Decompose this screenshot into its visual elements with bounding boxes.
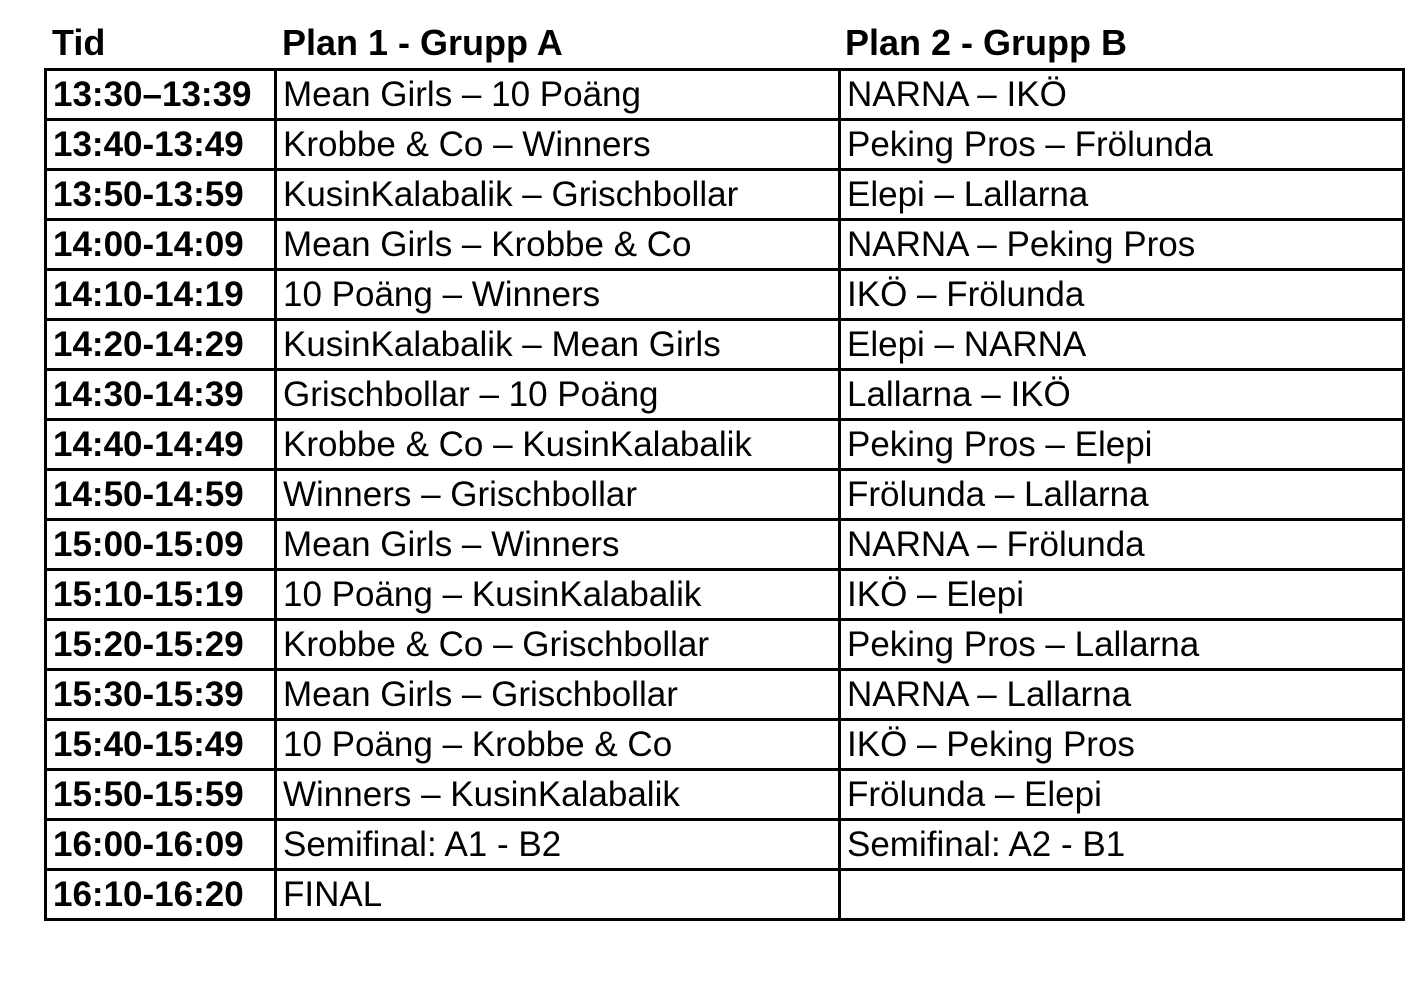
time-cell: 13:30–13:39 xyxy=(46,70,276,120)
plan1-cell: 10 Poäng – KusinKalabalik xyxy=(276,570,840,620)
plan1-cell: 10 Poäng – Krobbe & Co xyxy=(276,720,840,770)
plan2-cell: IKÖ – Elepi xyxy=(840,570,1404,620)
table-row xyxy=(46,570,1404,620)
time-cell: 15:20-15:29 xyxy=(46,620,276,670)
table-header xyxy=(0,18,1426,68)
plan2-cell: NARNA – Peking Pros xyxy=(840,220,1404,270)
time-cell: 14:30-14:39 xyxy=(46,370,276,420)
table-row xyxy=(46,420,1404,470)
plan2-cell: Elepi – Lallarna xyxy=(840,170,1404,220)
table-row xyxy=(46,720,1404,770)
plan2-cell: IKÖ – Frölunda xyxy=(840,270,1404,320)
time-cell: 14:20-14:29 xyxy=(46,320,276,370)
plan1-cell: KusinKalabalik – Mean Girls xyxy=(276,320,840,370)
plan1-cell: Winners – Grischbollar xyxy=(276,470,840,520)
plan2-cell: Peking Pros – Elepi xyxy=(840,420,1404,470)
plan1-cell: Mean Girls – Grischbollar xyxy=(276,670,840,720)
plan2-cell: Lallarna – IKÖ xyxy=(840,370,1404,420)
table-row xyxy=(46,670,1404,720)
time-cell: 13:50-13:59 xyxy=(46,170,276,220)
table-row xyxy=(46,820,1404,870)
plan2-cell: Peking Pros – Lallarna xyxy=(840,620,1404,670)
plan2-cell: NARNA – Frölunda xyxy=(840,520,1404,570)
table-row xyxy=(46,620,1404,670)
time-cell: 14:00-14:09 xyxy=(46,220,276,270)
table-row xyxy=(46,170,1404,220)
table-row xyxy=(46,320,1404,370)
plan2-cell: NARNA – Lallarna xyxy=(840,670,1404,720)
time-cell: 16:00-16:09 xyxy=(46,820,276,870)
plan2-cell: Frölunda – Elepi xyxy=(840,770,1404,820)
table-row xyxy=(46,870,1404,920)
plan1-cell: Krobbe & Co – KusinKalabalik xyxy=(276,420,840,470)
time-cell: 15:10-15:19 xyxy=(46,570,276,620)
plan2-cell: Frölunda – Lallarna xyxy=(840,470,1404,520)
time-cell: 14:10-14:19 xyxy=(46,270,276,320)
table-row xyxy=(46,370,1404,420)
table-row xyxy=(46,70,1404,120)
plan2-cell: IKÖ – Peking Pros xyxy=(840,720,1404,770)
plan1-cell: Semifinal: A1 - B2 xyxy=(276,820,840,870)
plan1-cell: Grischbollar – 10 Poäng xyxy=(276,370,840,420)
plan2-cell xyxy=(840,870,1404,920)
plan2-cell: NARNA – IKÖ xyxy=(840,70,1404,120)
time-cell: 15:30-15:39 xyxy=(46,670,276,720)
time-cell: 15:00-15:09 xyxy=(46,520,276,570)
plan1-cell: 10 Poäng – Winners xyxy=(276,270,840,320)
table-row xyxy=(46,120,1404,170)
time-cell: 14:40-14:49 xyxy=(46,420,276,470)
plan1-cell: Winners – KusinKalabalik xyxy=(276,770,840,820)
time-cell: 15:50-15:59 xyxy=(46,770,276,820)
plan1-cell: FINAL xyxy=(276,870,840,920)
header-tid: Tid xyxy=(52,22,106,63)
table-row xyxy=(46,520,1404,570)
time-cell: 16:10-16:20 xyxy=(46,870,276,920)
schedule-body xyxy=(46,70,1404,920)
plan1-cell: Mean Girls – Krobbe & Co xyxy=(276,220,840,270)
header-plan2: Plan 2 - Grupp B xyxy=(845,22,1128,63)
plan1-cell: Krobbe & Co – Winners xyxy=(276,120,840,170)
time-cell: 15:40-15:49 xyxy=(46,720,276,770)
plan1-cell: Mean Girls – Winners xyxy=(276,520,840,570)
schedule-table xyxy=(44,68,1405,921)
time-cell: 13:40-13:49 xyxy=(46,120,276,170)
plan1-cell: Mean Girls – 10 Poäng xyxy=(276,70,840,120)
time-cell: 14:50-14:59 xyxy=(46,470,276,520)
plan1-cell: KusinKalabalik – Grischbollar xyxy=(276,170,840,220)
header-plan1: Plan 1 - Grupp A xyxy=(282,22,563,63)
plan2-cell: Peking Pros – Frölunda xyxy=(840,120,1404,170)
table-row xyxy=(46,220,1404,270)
plan2-cell: Elepi – NARNA xyxy=(840,320,1404,370)
table-row xyxy=(46,770,1404,820)
plan1-cell: Krobbe & Co – Grischbollar xyxy=(276,620,840,670)
table-row xyxy=(46,470,1404,520)
plan2-cell: Semifinal: A2 - B1 xyxy=(840,820,1404,870)
table-row xyxy=(46,270,1404,320)
